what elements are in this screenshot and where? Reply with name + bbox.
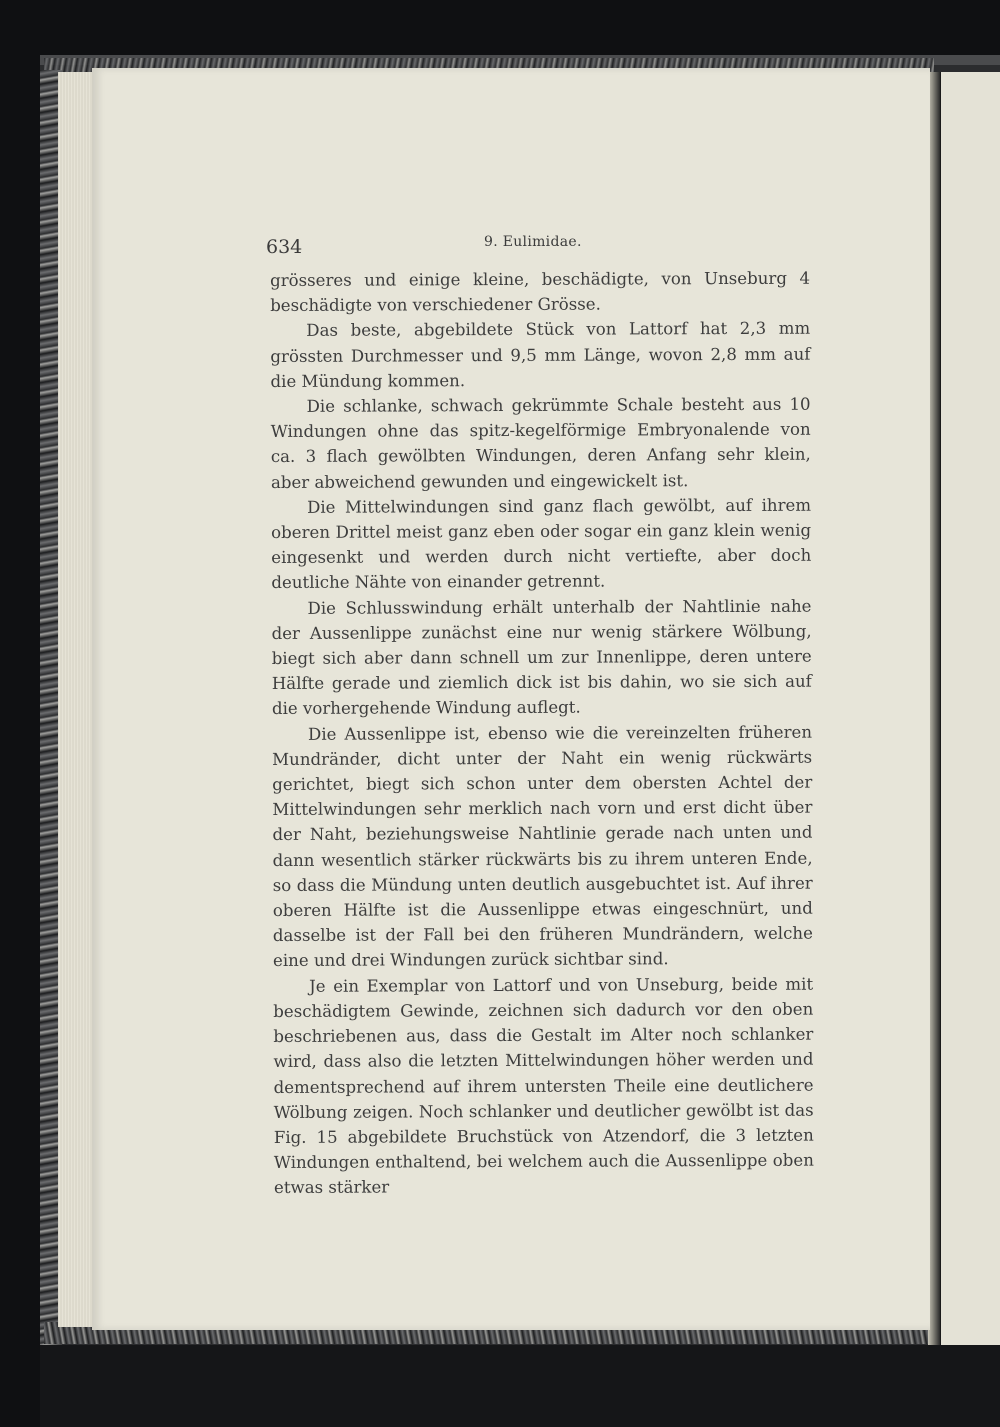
paragraph: Je ein Exemplar von Lattorf und von Unseburg, beide mit beschädigtem Gewinde, zeichnen sich dadurch vor den oben beschriebenen aus, dass die Gestalt im Alter noch schlanker wird, dass also die letzten Mittelwindungen höher werden und dementsprechend auf ihrem untersten Theile eine deutlichere Wölbung zeigen. Noch schlanker und deutlicher gewölbt ist das Fig. 15 abgebildete Bruchstück von Atzendorf, die 3 letzten Windungen enthaltend, bei welchem auch die Aussenlippe oben etwas stärker [273,974,814,1198]
paragraph: Die Schlusswindung erhält unterhalb der Nahtlinie nahe der Aussenlippe zunächst eine nur wenig stärkere Wölbung, biegt sich aber dann schnell um zur Innenlippe, deren untere Hälfte gerade und ziemlich dick ist bis dahin, wo sie sich auf die vorhergehende Windung auflegt. [271,596,812,719]
facing-page-edge [938,72,1000,1352]
page-number: 634 [266,236,303,258]
page-header [266,236,806,260]
paragraph: grösseres und einige kleine, beschädigte, von Unseburg 4 beschädigte von verschiedener Grösse. [270,268,811,316]
paragraph: Die Mittelwindungen sind ganz flach gewölbt, auf ihrem oberen Drittel meist ganz eben oder sogar ein ganz klein wenig eingesenkt und werden durch nicht vertiefte, aber doch deutliche Nähte von einander getrennt. [271,495,812,593]
paragraph: Die Aussenlippe ist, ebenso wie die vereinzelten früheren Mundränder, dicht unter der Naht ein wenig rückwärts gerichtet, biegt sich schon unter dem obersten Achtel der Mittelwindungen sehr merklich nach vorn und erst dicht über der Naht, beziehungsweise Nahtlinie gerade nach unten und dann wesentlich stärker rückwärts bis zu ihrem unteren Ende, so dass die Mündung unten deutlich ausgebuchtet ist. Auf ihrer oberen Hälfte ist die Aussenlippe etwas eingeschnürt, und dasselbe ist der Fall bei den früheren Mundrändern, welche eine und drei Windungen zurück sichtbar sind. [272,722,813,971]
body-text [270,266,814,1201]
paragraph: Das beste, abgebildete Stück von Lattorf hat 2,3 mm grössten Durchmesser und 9,5 mm Länge, wovon 2,8 mm auf die Mündung kommen. [270,319,811,391]
running-head: 9. Eulimidae. [484,234,582,250]
background-bottom [40,1345,1000,1427]
paragraph: Die schlanke, schwach gekrümmte Schale besteht aus 10 Windungen ohne das spitz-kegelförmige Embryonalende von ca. 3 flach gewölbten Windungen, deren Anfang sehr klein, aber abweichend gewunden und eingewickelt ist. [270,394,811,492]
